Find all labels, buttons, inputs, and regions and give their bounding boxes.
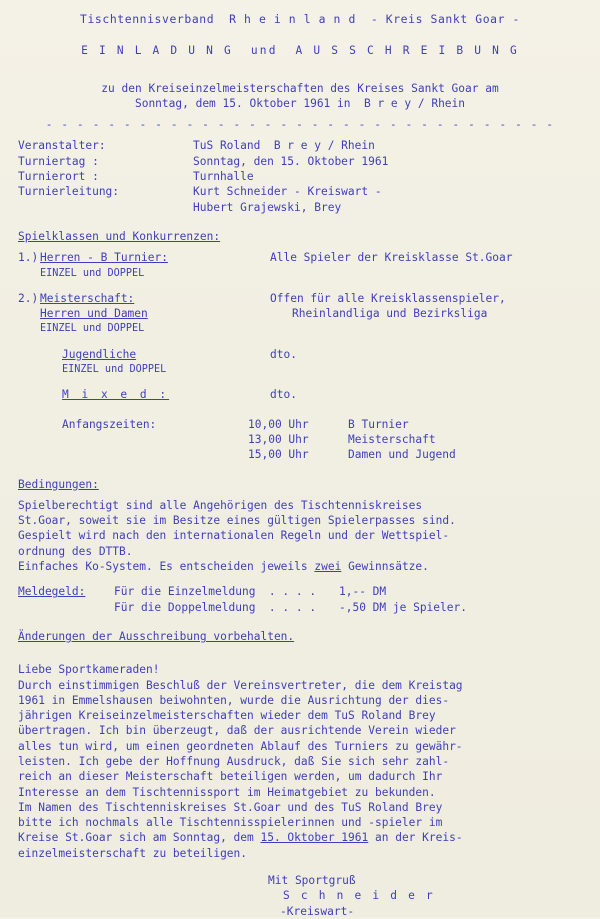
conditions-heading: Bedingungen: [18, 477, 99, 491]
class-item-title: M i x e d : [62, 388, 170, 402]
times-event: B Turnier [348, 417, 409, 431]
info-label: Turnierleitung: [18, 185, 120, 199]
info-value: Hubert Grajewski, Brey [193, 200, 342, 214]
signature-greeting: Mit Sportgruß [268, 874, 356, 888]
conditions-line: ordnung des DTTB. [18, 544, 133, 558]
letter-line: übertragen. Ich bin überzeugt, daß der ausrichtende Verein wieder [18, 724, 456, 738]
class-item-number: 2.) [18, 291, 39, 305]
conditions-line: Gespielt wird nach den internationalen Regeln und der Wettspiel- [18, 529, 450, 543]
signature-name: S c h n e i d e r [283, 889, 435, 903]
fee-label: Für die Einzelmeldung . . . . [114, 585, 317, 599]
fee-label: Für die Doppelmeldung . . . . [114, 600, 317, 614]
conditions-line: St.Goar, soweit sie im Besitze eines gültigen Spielerpasses sind. [18, 514, 456, 528]
fee-value: -,50 DM je Spieler. [339, 600, 467, 614]
class-item-number: 1.) [18, 251, 39, 265]
divider-rule: - - - - - - - - - - - - - - - - - - - - - - - - - - - - - - - - - [45, 118, 555, 132]
letter-line-text: Kreise St.Goar sich am Sonntag, dem 15. Oktober 1961 an der Kreis- [18, 831, 463, 845]
info-value: Turnhalle [193, 170, 254, 184]
times-row [18, 417, 582, 432]
letter-line: bitte ich nochmals alle Tischtennisspielerinnen und -spieler im [18, 816, 443, 830]
letter-line: 1961 in Emmelshausen beiwohnten, wurde die Ausrichtung der dies- [18, 693, 450, 707]
letter-line-date [18, 830, 582, 845]
class-item-3 [18, 347, 582, 378]
times-event: Damen und Jugend [348, 448, 456, 462]
letter-line: jährigen Kreiseinzelmeisterschaften wieder dem TuS Roland Brey [18, 709, 436, 723]
info-value: TuS Roland B r e y / Rhein [193, 139, 375, 153]
emphasis-underline: zwei [314, 560, 342, 574]
signature-block [18, 873, 582, 919]
class-item-sub: EINZEL und DOPPEL [40, 267, 145, 279]
class-item-1 [18, 250, 582, 281]
class-item-4 [18, 387, 582, 402]
class-item-sub: Herren und Damen [40, 307, 148, 321]
class-item-row-2 [18, 306, 582, 321]
class-item-right: dto. [270, 347, 297, 361]
spacer [18, 600, 114, 615]
times-row [18, 432, 582, 447]
letter-line: Im Namen des Tischtenniskreises St.Goar und des TuS Roland Brey [18, 800, 443, 814]
fee-row [18, 600, 582, 615]
info-row [18, 200, 582, 215]
class-item-sub: EINZEL und DOPPEL [62, 364, 167, 376]
times-block [18, 417, 582, 463]
fee-block [18, 584, 582, 615]
conditions-line-text: Einfaches Ko-System. Es entscheiden jeweils zwei Gewinnsätze. [18, 560, 429, 574]
letter-block [18, 662, 582, 861]
conditions-body [18, 498, 582, 574]
info-value: Sonntag, den 15. Oktober 1961 [193, 154, 389, 168]
page-title: E I N L A D U N G und A U S S C H R E I B U N G [81, 44, 519, 58]
spacer [18, 447, 248, 462]
spacer [18, 306, 40, 321]
info-row [18, 169, 582, 184]
letter-salutation: Liebe Sportkameraden! [18, 663, 160, 677]
fee-value: 1,-- DM [339, 585, 387, 599]
class-item-row [18, 347, 582, 362]
conditions-line: Spielberechtigt sind alle Angehörigen des Tischtenniskreises [18, 498, 423, 512]
class-item-title: Meisterschaft: [40, 291, 135, 305]
info-value: Kurt Schneider - Kreiswart - [193, 185, 382, 199]
class-item-2 [18, 291, 582, 337]
letter-line: reich an dieser Meisterschaft beteiligen werden, um dadurch Ihr [18, 770, 443, 784]
letter-line: alles tun wird, um einen geordneten Ablauf des Turniers zu gewähr- [18, 739, 463, 753]
spacer [18, 432, 248, 447]
letter-line: Interesse an dem Tischtennissport im Heimatgebiet zu bekunden. [18, 785, 436, 799]
subtitle-line-1: zu den Kreiseinzelmeisterschaften des Kreises Sankt Goar am [101, 81, 499, 95]
class-item-row [18, 387, 582, 402]
fee-row [18, 584, 582, 599]
emphasis-underline: 15. Oktober 1961 [260, 831, 369, 845]
times-event: Meisterschaft [348, 432, 436, 446]
info-label: Veranstalter: [18, 139, 106, 153]
class-item-right: dto. [270, 388, 297, 402]
info-label: Turnierort : [18, 170, 99, 184]
times-value: 15,00 Uhr [248, 448, 309, 462]
info-label [18, 200, 193, 215]
times-row [18, 447, 582, 462]
letter-line: einzelmeisterschaft zu beteiligen. [18, 846, 248, 860]
spacer [18, 347, 62, 362]
info-row [18, 138, 582, 153]
reservation-note: Änderungen der Ausschreibung vorbehalten. [18, 629, 295, 643]
organization-line: Tischtennisverband R h e i n l a n d - Kreis Sankt Goar - [79, 12, 520, 26]
class-item-title: Herren - B Turnier: [40, 251, 168, 265]
signature-role: -Kreiswart- [280, 904, 355, 918]
class-item-right: Alle Spieler der Kreisklasse St.Goar [270, 251, 513, 265]
info-row [18, 184, 582, 199]
info-label: Turniertag : [18, 154, 99, 168]
letter-line: Durch einstimmigen Beschluß der Vereinsvertreter, die dem Kreistag [18, 678, 463, 692]
times-value: 10,00 Uhr [248, 417, 309, 431]
subtitle-line-2: Sonntag, dem 15. Oktober 1961 in B r e y / Rhein [134, 96, 466, 110]
conditions-line-last [18, 559, 582, 574]
times-label: Anfangszeiten: [62, 417, 157, 431]
class-item-row [18, 250, 582, 265]
class-item-row [18, 291, 582, 306]
info-table [18, 138, 582, 214]
fee-heading: Meldegeld: [18, 585, 86, 599]
info-row [18, 154, 582, 169]
class-item-sub2: EINZEL und DOPPEL [40, 323, 145, 335]
spacer [18, 387, 62, 402]
times-value: 13,00 Uhr [248, 432, 309, 446]
classes-heading: Spielklassen und Konkurrenzen: [18, 229, 221, 243]
class-item-right-2: Rheinlandliga und Bezirksliga [292, 307, 488, 321]
class-item-title: Jugendliche [62, 347, 137, 361]
letter-line: leisten. Ich gebe der Hoffnung Ausdruck, daß Sie sich sehr zahl- [18, 754, 450, 768]
class-item-right: Offen für alle Kreisklassenspieler, [270, 291, 506, 305]
